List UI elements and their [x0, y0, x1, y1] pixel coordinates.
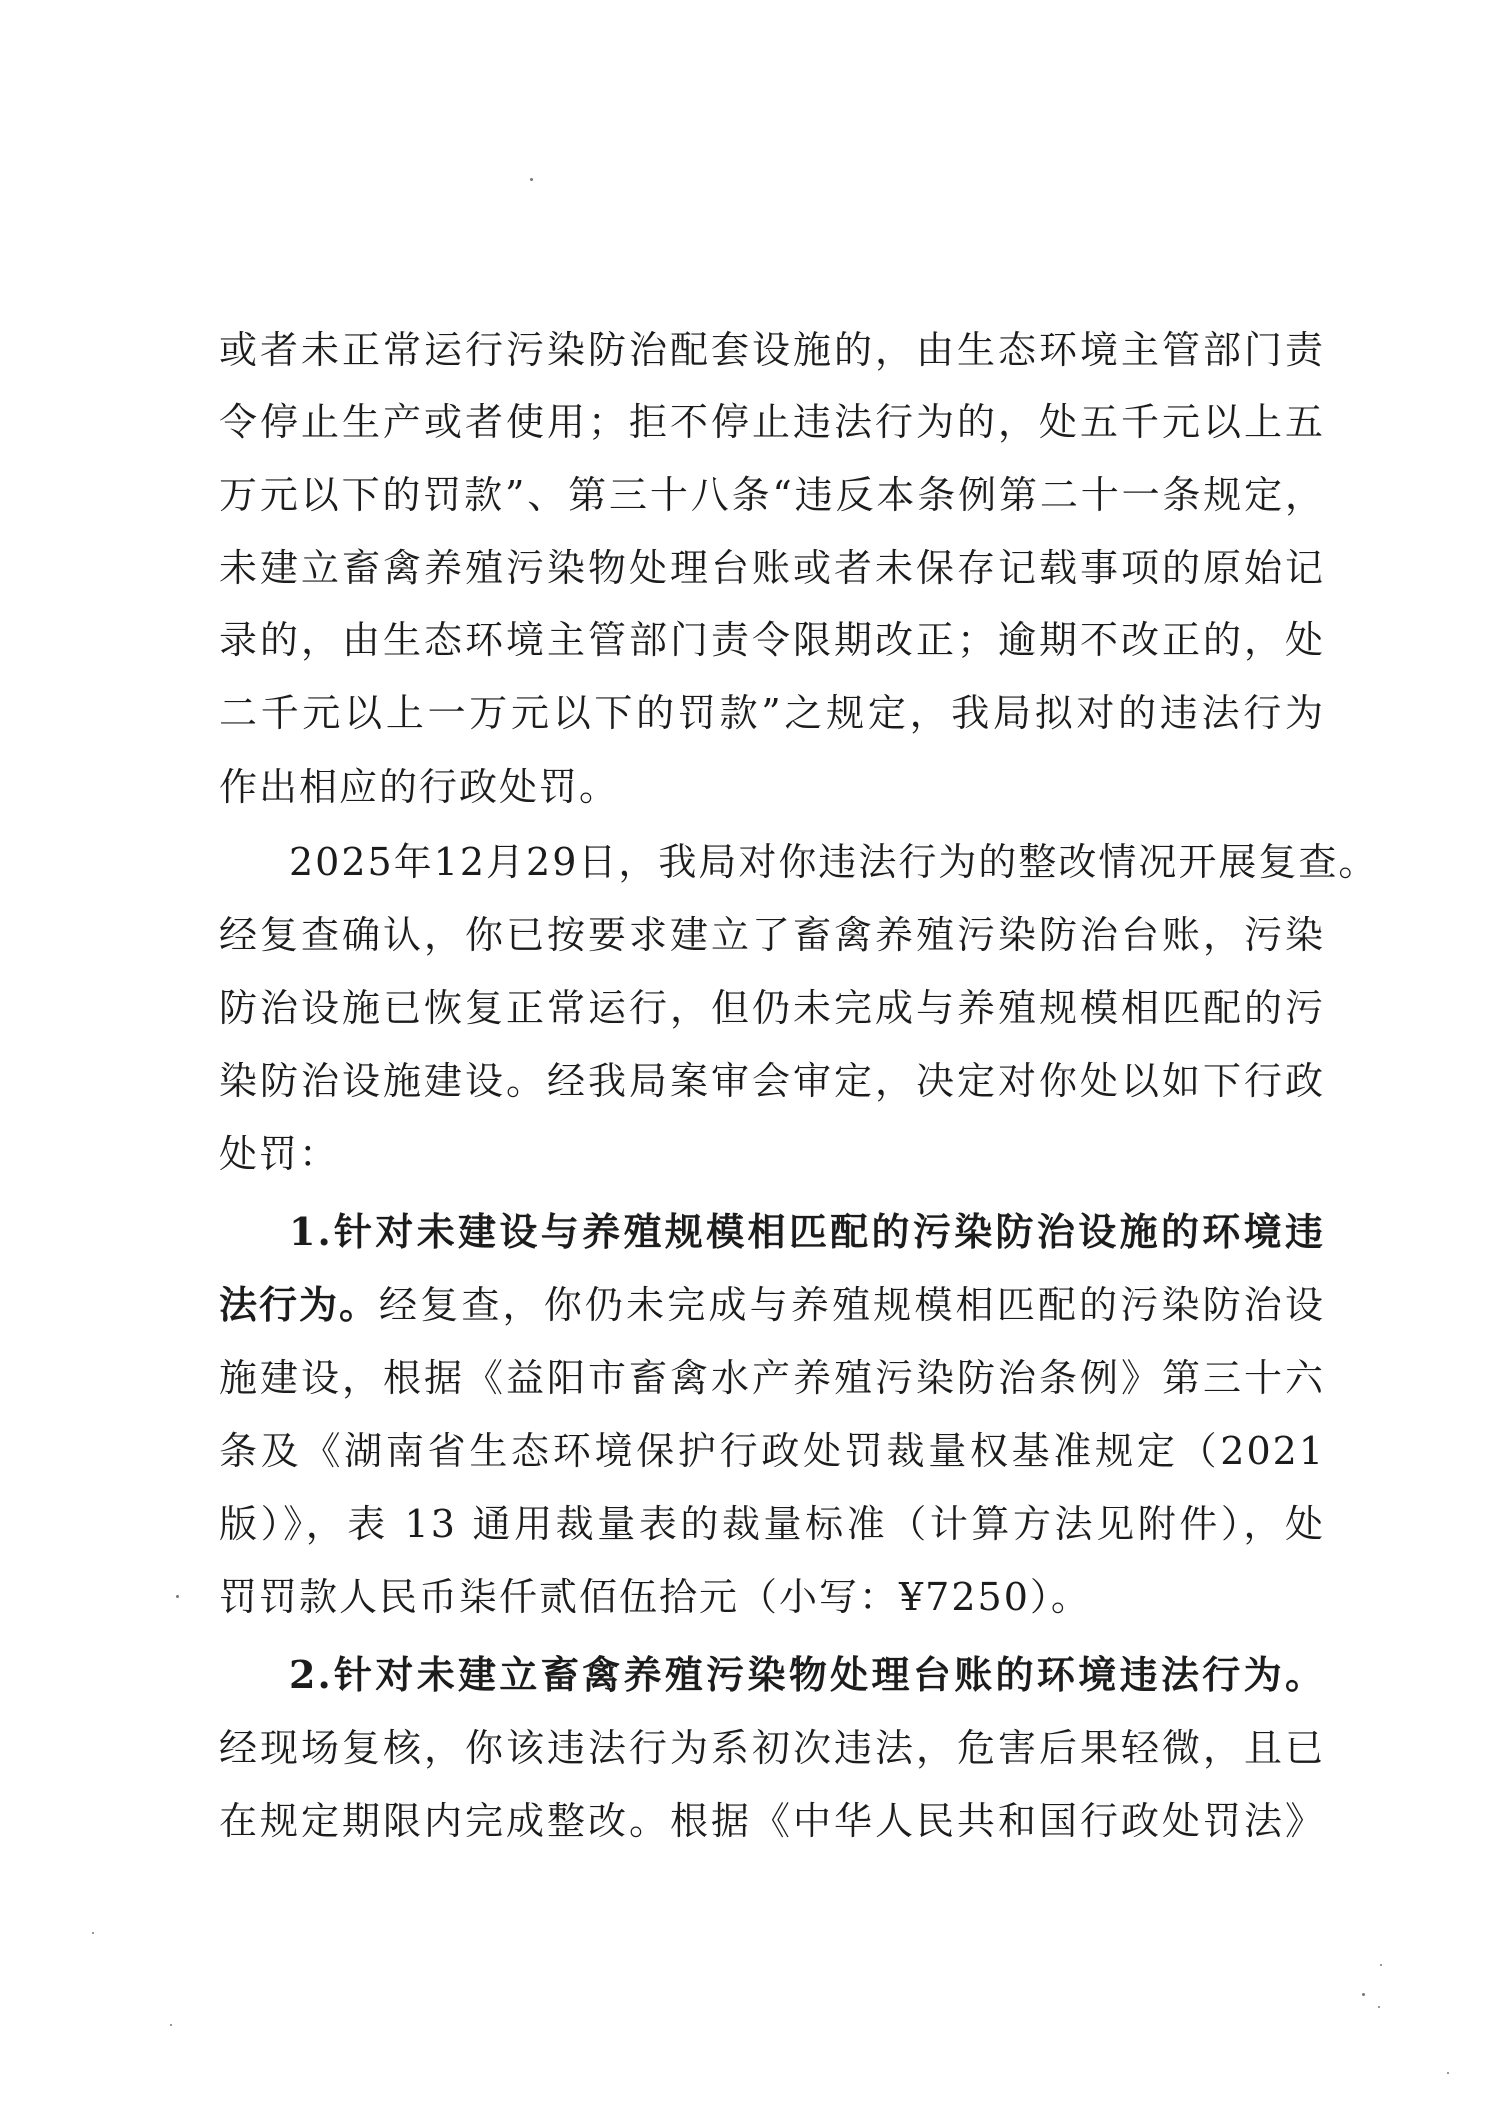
- text-line: 录的，由生态环境主管部门责令限期改正；逾期不改正的，处: [219, 618, 1325, 662]
- text-line: 施建设，根据《益阳市畜禽水产养殖污染防治条例》第三十六: [219, 1356, 1325, 1400]
- scan-speck: [170, 2024, 172, 2026]
- scan-speck: [176, 1595, 179, 1598]
- item-heading: 2.针对未建立畜禽养殖污染物处理台账的环境违法行为。: [289, 1652, 1325, 1697]
- text-line: 处罚：: [219, 1132, 340, 1176]
- scan-speck: [1447, 2072, 1449, 2074]
- text-line: 罚罚款人民币柒仟贰佰伍拾元（小写：¥7250）。: [219, 1575, 1091, 1619]
- text-line: 万元以下的罚款”、第三十八条“违反本条例第二十一条规定，: [219, 473, 1325, 517]
- scan-speck: [1378, 2006, 1380, 2008]
- text-line: 在规定期限内完成整改。根据《中华人民共和国行政处罚法》: [219, 1799, 1325, 1843]
- text-line: 令停止生产或者使用；拒不停止违法行为的，处五千元以上五: [219, 400, 1325, 444]
- scan-speck: [1380, 1964, 1382, 1966]
- text-run: 经复查，你仍未完成与养殖规模相匹配的污染防治设: [379, 1283, 1325, 1327]
- item-heading: 1.针对未建设与养殖规模相匹配的污染防治设施的环境违: [289, 1209, 1325, 1254]
- text-line: 二千元以上一万元以下的罚款”之规定，我局拟对的违法行为: [219, 691, 1325, 735]
- item-heading-end: 法行为。: [219, 1282, 380, 1327]
- text-line: 或者未正常运行污染防治配套设施的，由生态环境主管部门责: [219, 328, 1325, 372]
- text-line: 经复查确认，你已按要求建立了畜禽养殖污染防治台账，污染: [219, 913, 1325, 957]
- text-line: [219, 1275, 1325, 1335]
- scan-speck: [92, 1932, 94, 1934]
- text-line: 防治设施已恢复正常运行，但仍未完成与养殖规模相匹配的污: [219, 986, 1325, 1030]
- text-line: 经现场复核，你该违法行为系初次违法，危害后果轻微，且已: [219, 1726, 1325, 1770]
- text-line: 2025年12月29日，我局对你违法行为的整改情况开展复查。: [289, 840, 1379, 884]
- scan-speck: [530, 178, 533, 181]
- scan-speck: [1362, 1993, 1365, 1996]
- text-line: 版）》，表 13 通用裁量表的裁量标准（计算方法见附件），处: [219, 1502, 1325, 1546]
- text-line: 条及《湖南省生态环境保护行政处罚裁量权基准规定（2021: [219, 1429, 1325, 1473]
- text-line: 作出相应的行政处罚。: [219, 765, 620, 809]
- text-line: 未建立畜禽养殖污染物处理台账或者未保存记载事项的原始记: [219, 546, 1325, 590]
- text-line: 染防治设施建设。经我局案审会审定，决定对你处以如下行政: [219, 1059, 1325, 1103]
